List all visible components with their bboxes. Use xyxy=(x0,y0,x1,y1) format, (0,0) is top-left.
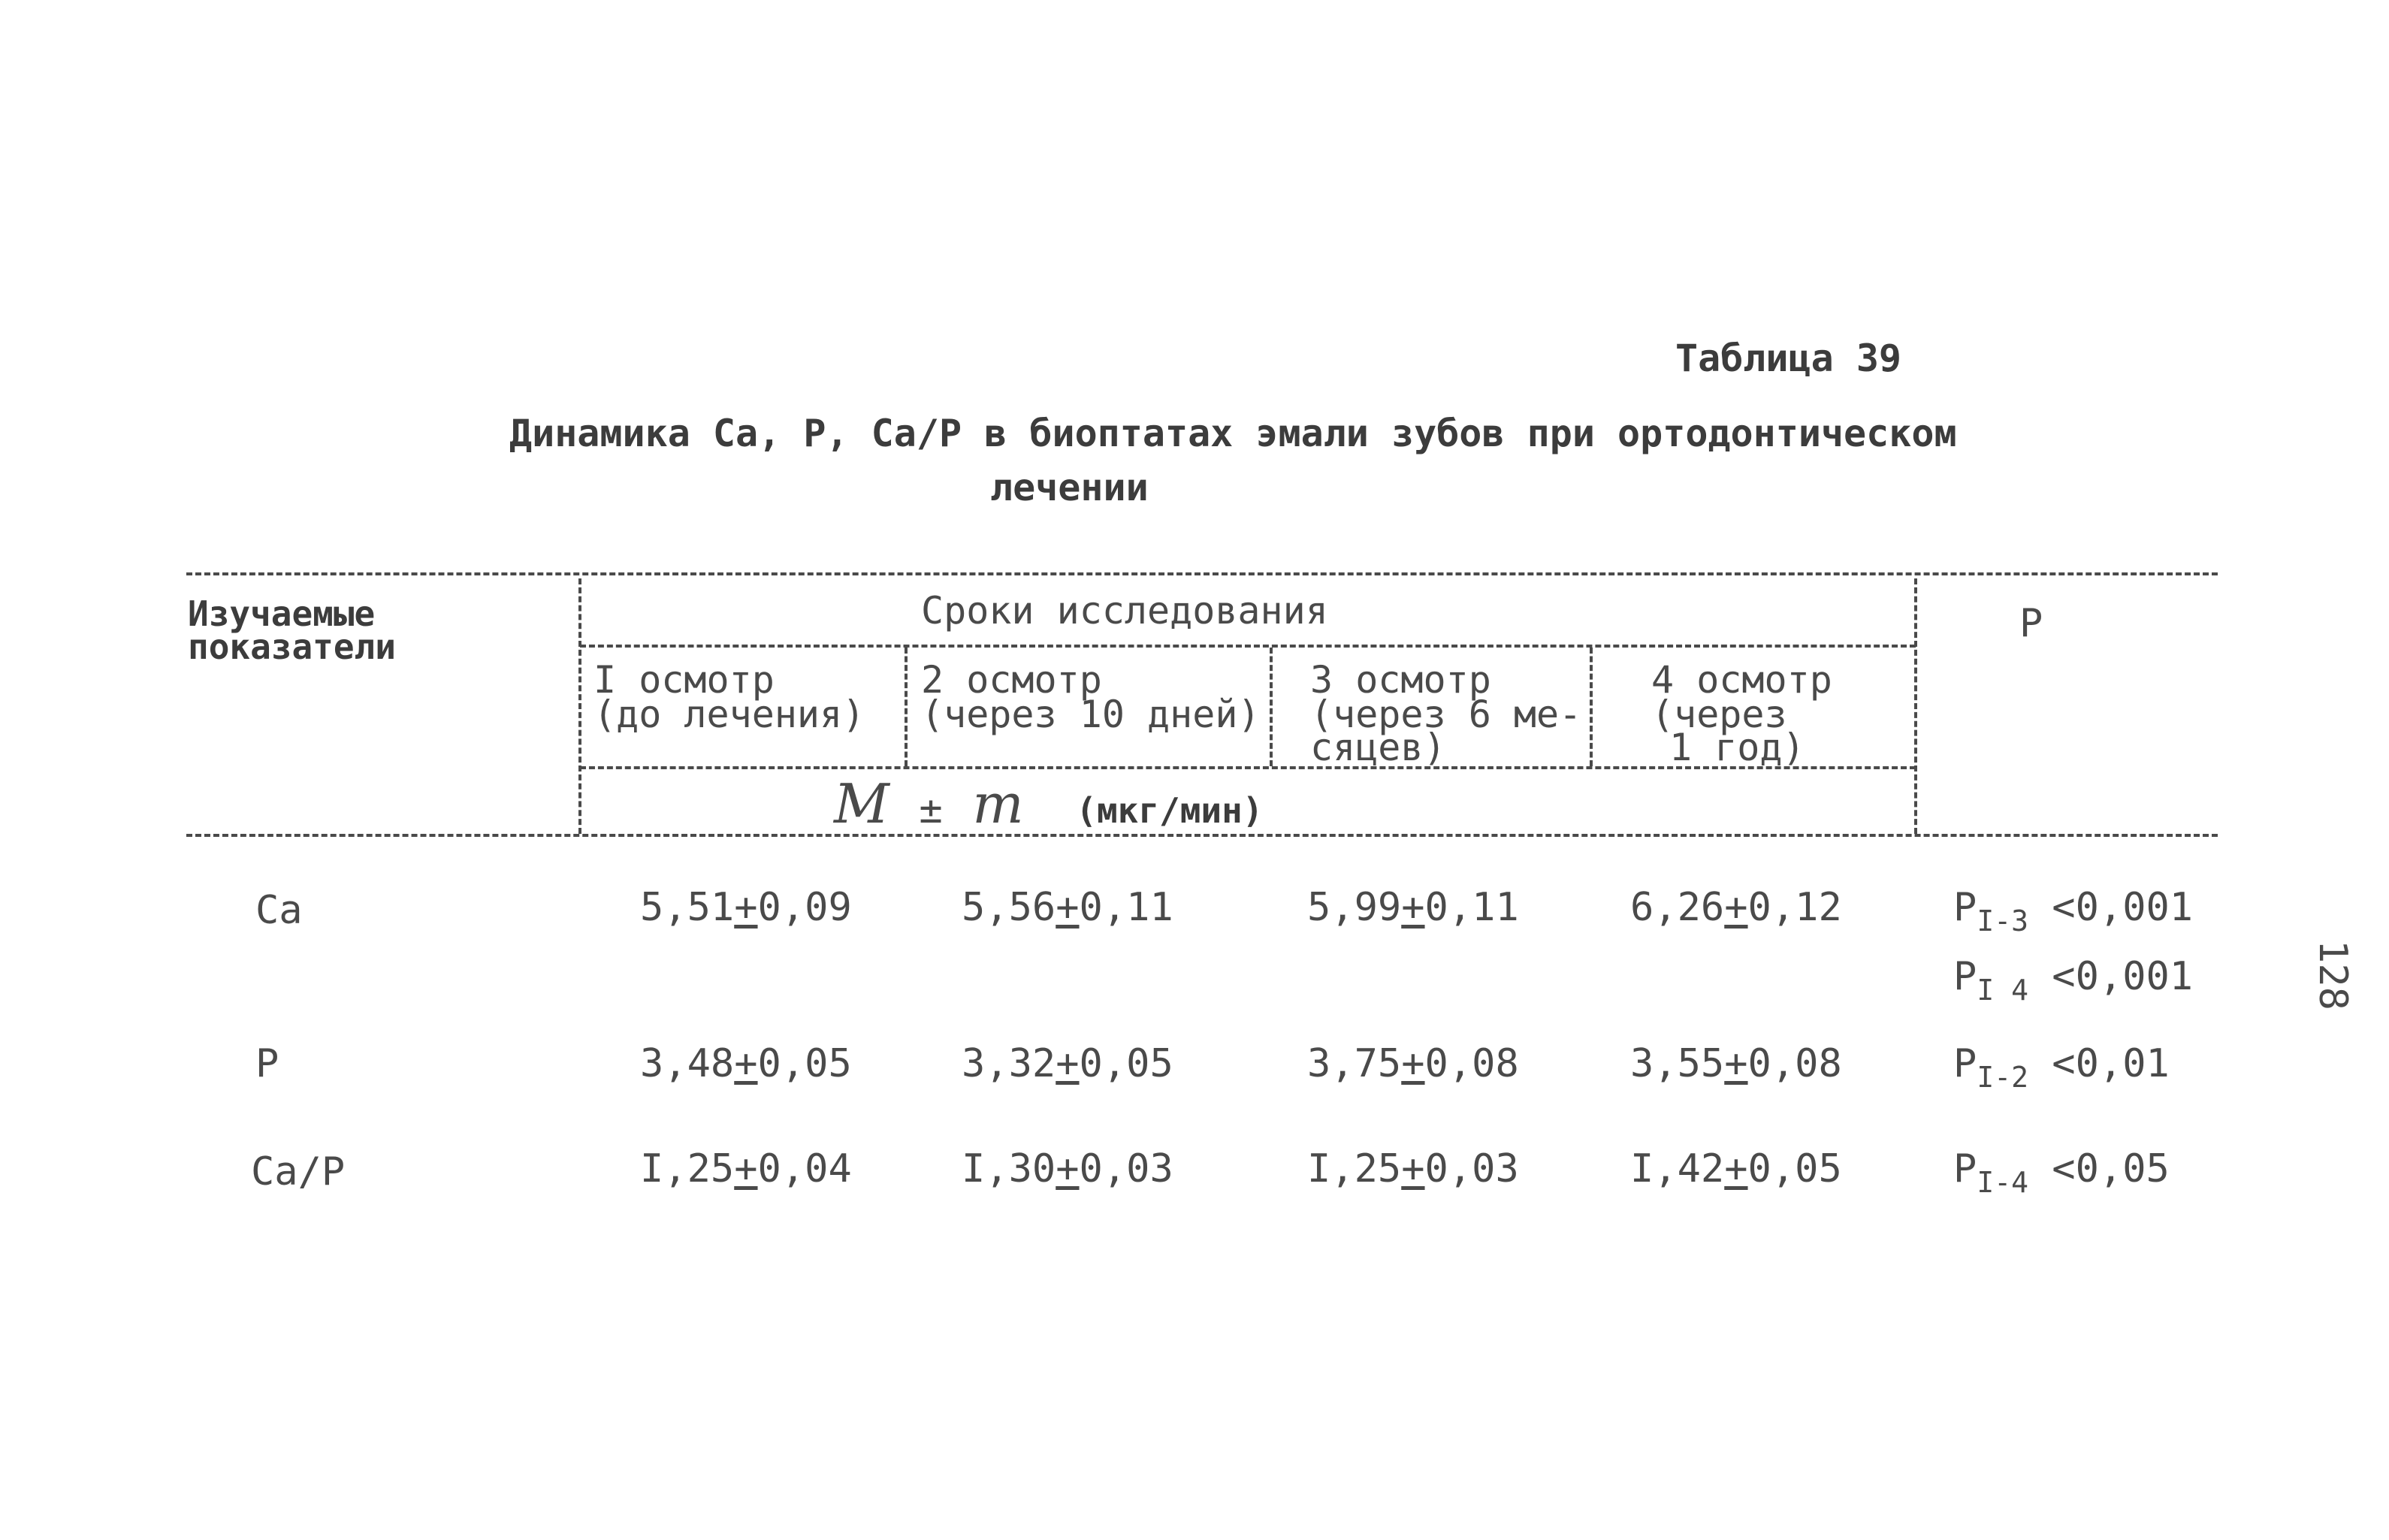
p-value: $P_{I-2} <0,01$ xyxy=(1953,1041,2170,1094)
exam-1-line-2: (до лечения) xyxy=(593,693,865,736)
header-indicators-line-2: показатели xyxy=(188,627,396,667)
exam-2-line-2: (через 10 дней) xyxy=(921,693,1261,736)
exam-2-line-1: 2 осмотр xyxy=(921,658,1102,702)
units-text: (мкг/мин) xyxy=(1076,790,1264,831)
value-cell: 3,75+0,08 xyxy=(1307,1041,1519,1086)
row-name: Ca xyxy=(255,888,303,933)
value-cell: 6,26+0,12 xyxy=(1630,885,1842,930)
header-p-column: P xyxy=(2019,601,2043,646)
value-cell: 5,99+0,11 xyxy=(1307,885,1519,930)
header-periods-rule xyxy=(580,645,1916,648)
value-cell: I,25+0,03 xyxy=(1307,1146,1519,1191)
exam-4-line-1: 4 осмотр xyxy=(1651,658,1832,702)
col-divider-indicators xyxy=(578,578,581,834)
col-divider-exam-1-2 xyxy=(905,648,908,766)
value-cell: 5,51+0,09 xyxy=(640,885,852,930)
p-value: $P_{I-3} <0,001$ xyxy=(1953,885,2194,938)
table-top-rule xyxy=(186,572,2218,575)
units-plus-minus: ± xyxy=(919,787,943,832)
units-mean-symbol: M xyxy=(834,772,889,835)
value-cell: 3,32+0,05 xyxy=(962,1041,1173,1086)
header-periods-title: Сроки исследования xyxy=(921,589,1328,633)
col-divider-exam-3-4 xyxy=(1590,648,1593,766)
exam-1-line-1: I осмотр xyxy=(593,658,775,702)
header-units xyxy=(834,772,1264,835)
row-name: Ca/P xyxy=(251,1149,346,1194)
table-title-line-2: лечении xyxy=(990,466,1149,509)
value-cell: 3,48+0,05 xyxy=(640,1041,852,1086)
p-value: $P_{I 4} <0,001$ xyxy=(1953,954,2194,1007)
value-cell: I,42+0,05 xyxy=(1630,1146,1842,1191)
exam-4-line-3: 1 год) xyxy=(1669,726,1805,769)
table-label: Таблица 39 xyxy=(1675,337,1902,380)
exam-3-line-2: (через 6 ме- xyxy=(1310,693,1582,736)
col-divider-exam-2-3 xyxy=(1270,648,1273,766)
col-divider-p xyxy=(1914,578,1917,834)
value-cell: 5,56+0,11 xyxy=(962,885,1173,930)
exam-3-line-3: сяцев) xyxy=(1310,726,1446,769)
value-cell: 3,55+0,08 xyxy=(1630,1041,1842,1086)
value-cell: I,30+0,03 xyxy=(962,1146,1173,1191)
header-indicators-line-1: Изучаемые xyxy=(188,593,376,634)
units-error-symbol: m xyxy=(972,772,1024,835)
p-value: $P_{I-4} <0,05$ xyxy=(1953,1146,2170,1199)
table-title-line-1: Динамика Ca, P, Ca/P в биоптатах эмали зубов при ортодонтическом xyxy=(509,412,1957,455)
exam-3-line-1: 3 осмотр xyxy=(1310,658,1491,702)
value-cell: I,25+0,04 xyxy=(640,1146,852,1191)
row-name: P xyxy=(255,1041,279,1086)
page-number: 128 xyxy=(2309,940,2355,1010)
exam-4-line-2: (через xyxy=(1651,693,1787,736)
